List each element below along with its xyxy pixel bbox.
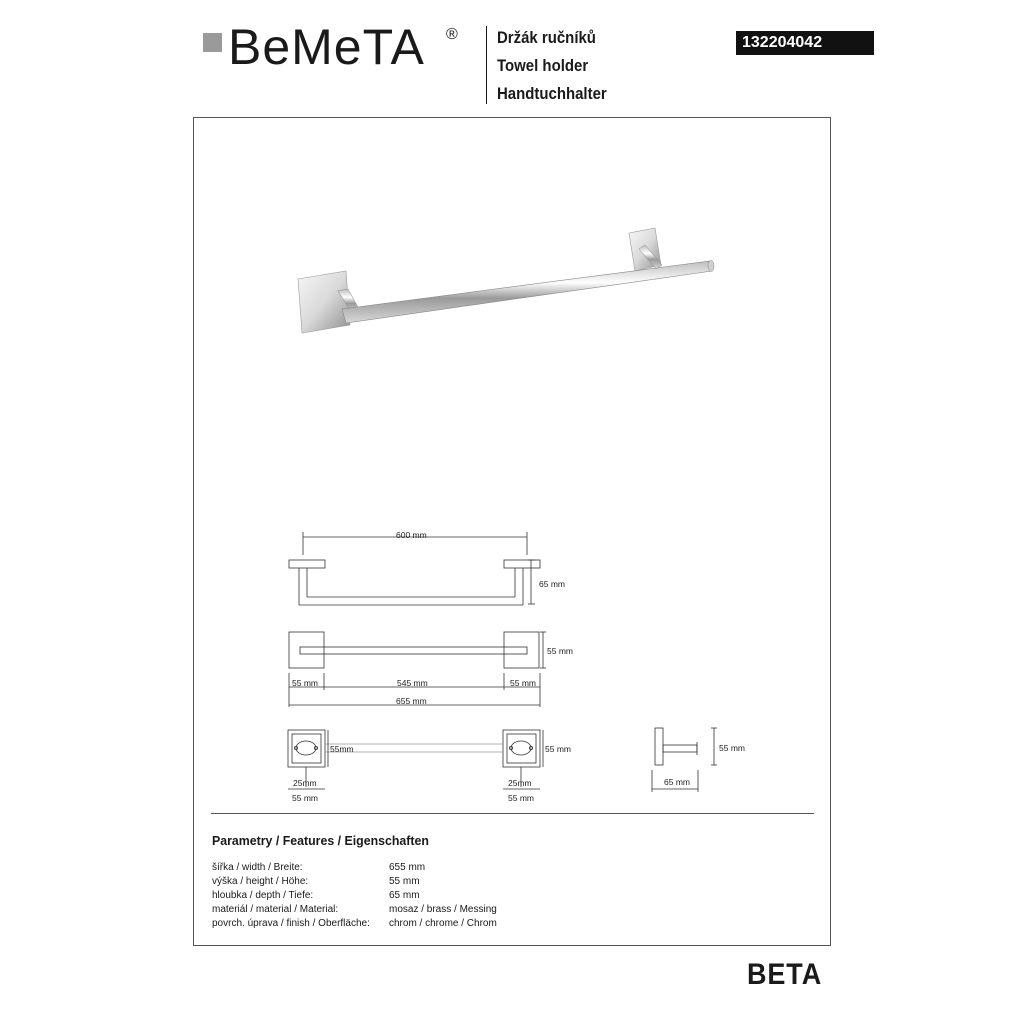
product-series: BETA (747, 958, 823, 991)
registered-mark: ® (446, 26, 458, 43)
dim-top-left: 55 mm (292, 678, 318, 688)
dim-mount-right-hole: 25mm (508, 778, 532, 788)
dim-top-right: 55 mm (510, 678, 536, 688)
header-divider (486, 26, 487, 104)
feature-label: šířka / width / Breite: (212, 862, 303, 873)
dim-front-depth: 65 mm (539, 579, 565, 589)
product-name-de: Handtuchhalter (497, 84, 607, 103)
dim-side-height: 55 mm (719, 743, 745, 753)
features-title: Parametry / Features / Eigenschaften (212, 833, 429, 848)
dim-top-total: 655 mm (396, 696, 427, 706)
feature-value: mosaz / brass / Messing (389, 904, 497, 915)
feature-value: 655 mm (389, 862, 426, 873)
feature-label: hloubka / depth / Tiefe: (212, 890, 314, 901)
product-code: 132204042 (736, 31, 874, 55)
dim-top-height: 55 mm (547, 646, 573, 656)
feature-label: povrch. úprava / finish / Oberfläche: (212, 918, 370, 929)
dim-mount-left-width: 55 mm (292, 793, 318, 803)
feature-value: 65 mm (389, 890, 420, 901)
features-separator (211, 813, 814, 814)
technical-drawing (270, 525, 600, 795)
product-photo (290, 225, 730, 345)
dim-mount-right-inner: 55 mm (545, 744, 571, 754)
feature-value: chrom / chrome / Chrom (389, 918, 497, 929)
feature-value: 55 mm (389, 876, 420, 887)
feature-label: materiál / material / Material: (212, 904, 339, 915)
dim-mount-left-hole: 25mm (293, 778, 317, 788)
dim-front-length: 600 mm (396, 530, 427, 540)
feature-label: výška / height / Höhe: (212, 876, 309, 887)
dim-mount-right-width: 55 mm (508, 793, 534, 803)
dim-mount-left-inner: 55mm (330, 744, 354, 754)
side-view-drawing (640, 720, 750, 800)
brand-logo: BeMeTA (228, 19, 425, 75)
product-name-cz: Držák ručníků (497, 28, 596, 47)
product-name-en: Towel holder (497, 56, 589, 75)
dim-side-depth: 65 mm (664, 777, 690, 787)
logo-square-mark (203, 33, 222, 52)
dim-top-middle: 545 mm (397, 678, 428, 688)
